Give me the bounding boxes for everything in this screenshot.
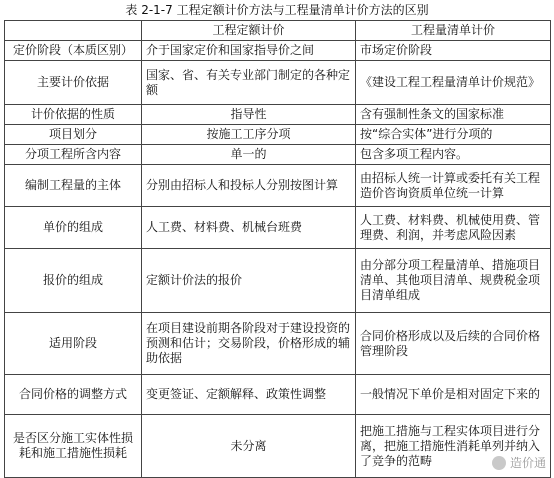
quota-cell: 变更签证、定额解释、政策性调整	[142, 375, 356, 415]
row-label: 报价的组成	[5, 249, 142, 313]
list-cell: 合同价格形成以及后续的合同价格管理阶段	[356, 313, 551, 375]
row-label: 是否区分施工实体性损耗和施工措施性损耗	[5, 415, 142, 478]
table-row	[5, 125, 551, 145]
quota-cell: 指导性	[142, 105, 356, 125]
table-caption: 表 2-1-7 工程定额计价方法与工程量清单计价方法的区别	[125, 3, 429, 17]
table-row	[5, 375, 551, 415]
row-label: 分项工程所含内容	[5, 145, 142, 165]
row-label: 主要计价依据	[5, 61, 142, 105]
quota-cell: 按施工工序分项	[142, 125, 356, 145]
list-cell: 市场定价阶段	[356, 41, 551, 61]
table-row	[5, 207, 551, 249]
table-row	[5, 165, 551, 207]
row-label: 编制工程量的主体	[5, 165, 142, 207]
quota-cell: 介于国家定价和国家指导价之间	[142, 41, 356, 61]
list-cell: 由招标人统一计算或委托有关工程造价咨询资质单位统一计算	[356, 165, 551, 207]
row-label: 单价的组成	[5, 207, 142, 249]
header-cell-empty	[5, 21, 142, 41]
list-cell: 人工费、材料费、机械使用费、管理费、利润，并考虑风险因素	[356, 207, 551, 249]
quota-cell: 分别由招标人和投标人分别按图计算	[142, 165, 356, 207]
logo-icon	[492, 456, 506, 470]
quota-cell: 人工费、材料费、机械台班费	[142, 207, 356, 249]
comparison-table	[4, 20, 551, 478]
quota-cell: 定额计价法的报价	[142, 249, 356, 313]
quota-cell: 未分离	[142, 415, 356, 478]
row-label: 合同价格的调整方式	[5, 375, 142, 415]
header-cell-list: 工程量清单计价	[356, 21, 551, 41]
header-cell-quota: 工程定额计价	[142, 21, 356, 41]
list-cell: 由分部分项工程量清单、措施项目清单、其他项目清单、规费税金项目清单组成	[356, 249, 551, 313]
table-row	[5, 145, 551, 165]
list-cell: 包含多项工程内容。	[356, 145, 551, 165]
list-cell: 《建设工程工程量清单计价规范》	[356, 61, 551, 105]
table-row	[5, 41, 551, 61]
quota-cell: 在项目建设前期各阶段对于建设投资的预测和估计；交易阶段，价格形成的辅助依据	[142, 313, 356, 375]
row-label: 计价依据的性质	[5, 105, 142, 125]
table-row	[5, 313, 551, 375]
table-header-row	[5, 21, 551, 41]
watermark-text: 造价通	[509, 456, 546, 470]
list-cell: 含有强制性条文的国家标准	[356, 105, 551, 125]
quota-cell: 国家、省、有关专业部门制定的各种定额	[142, 61, 356, 105]
row-label: 定价阶段（本质区别）	[5, 41, 142, 61]
list-cell: 一般情况下单价是相对固定下来的	[356, 375, 551, 415]
list-cell: 按“综合实体”进行分项的	[356, 125, 551, 145]
row-label: 项目划分	[5, 125, 142, 145]
row-label: 适用阶段	[5, 313, 142, 375]
list-cell: 把施工措施与工程实体项目进行分离，把施工措施性消耗单列并纳入了竞争的范畴	[356, 415, 551, 478]
table-row	[5, 105, 551, 125]
table-row	[5, 61, 551, 105]
table-row	[5, 415, 551, 478]
watermark	[492, 454, 546, 471]
table-row	[5, 249, 551, 313]
quota-cell: 单一的	[142, 145, 356, 165]
